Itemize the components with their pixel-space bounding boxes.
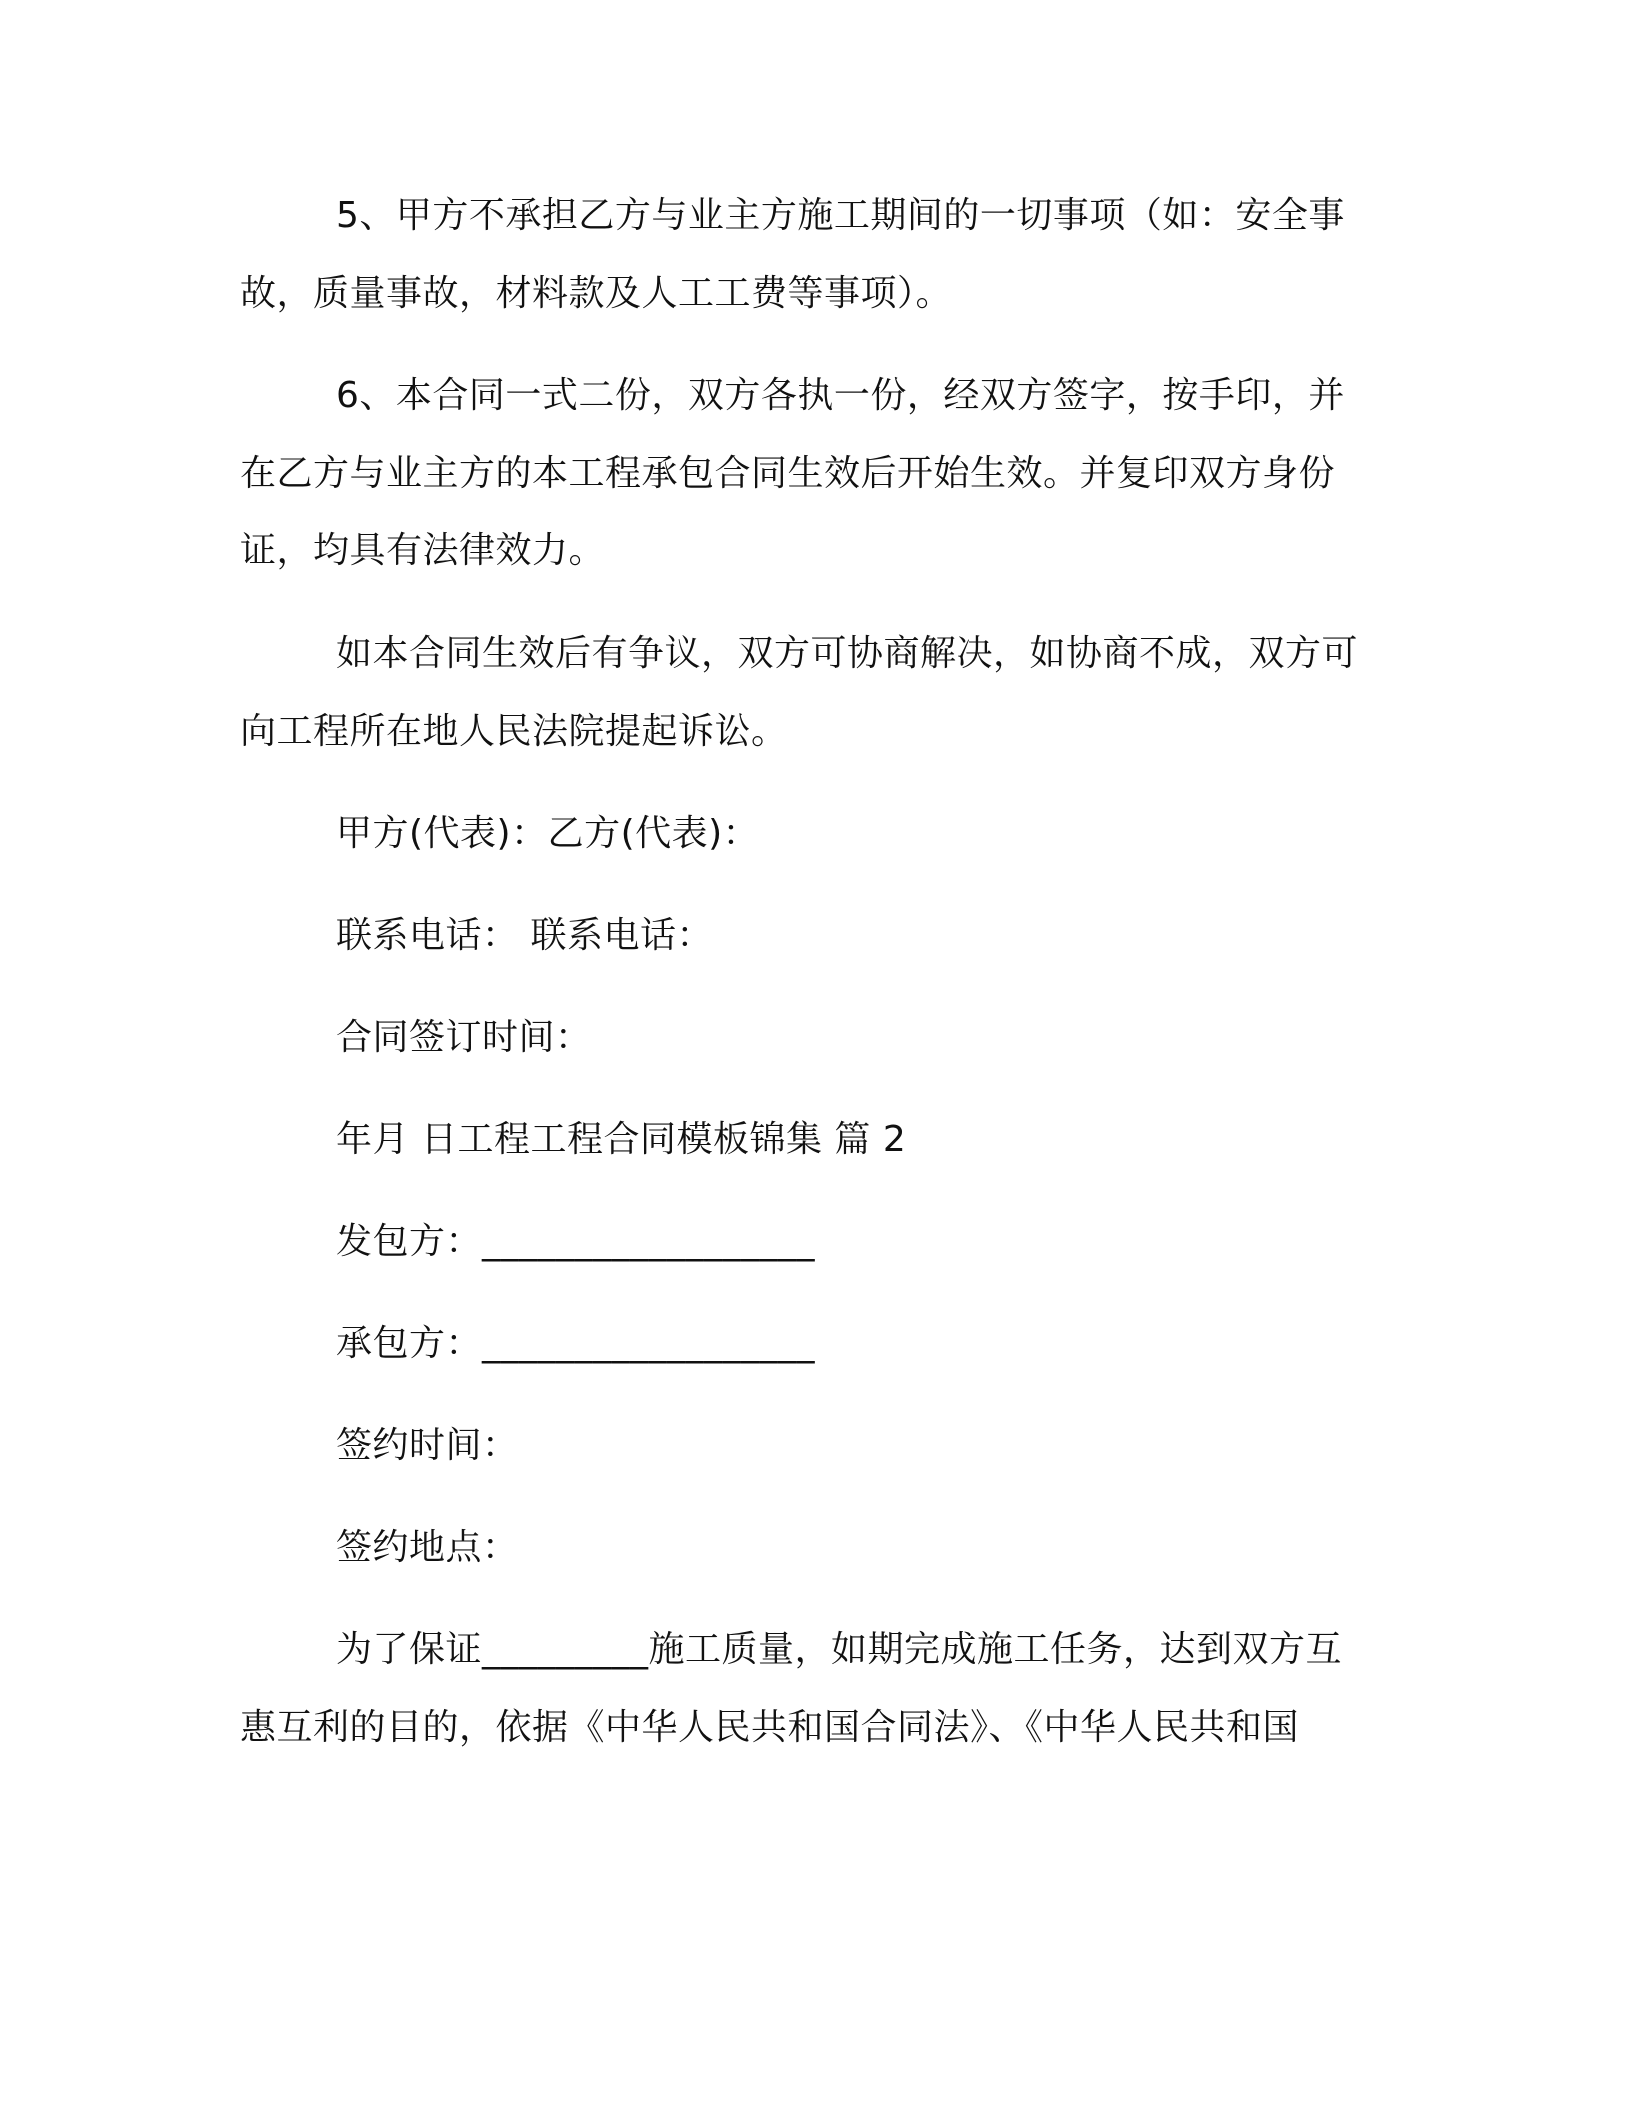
- paragraph-line: 向工程所在地人民法院提起诉讼。: [240, 711, 788, 752]
- contractor-field-line: 承包方：__________________: [336, 1323, 816, 1364]
- section-heading: 年月 日工程工程合同模板锦集 篇 2: [336, 1119, 907, 1160]
- paragraph-line: 为了保证_________施工质量，如期完成施工任务，达到双方互: [336, 1629, 1343, 1670]
- paragraph-line: 惠互利的目的，依据《中华人民共和国合同法》、《中华人民共和国: [240, 1707, 1300, 1748]
- contact-phone-line: 联系电话： 联系电话：: [336, 915, 713, 956]
- signature-party-line: 甲方(代表)：乙方(代表)：: [336, 813, 760, 854]
- paragraph-line: 证，均具有法律效力。: [240, 530, 606, 571]
- employer-field-line: 发包方：__________________: [336, 1221, 816, 1262]
- paragraph-line: 5、甲方不承担乙方与业主方施工期间的一切事项（如：安全事: [336, 195, 1345, 236]
- paragraph-line: 如本合同生效后有争议，双方可协商解决，如协商不成，双方可: [336, 633, 1359, 674]
- signing-date-line: 合同签订时间：: [336, 1017, 592, 1058]
- paragraph-line: 故，质量事故，材料款及人工工费等事项）。: [240, 273, 953, 314]
- signing-time-line: 签约时间：: [336, 1425, 519, 1466]
- paragraph-line: 6、本合同一式二份，双方各执一份，经双方签字，按手印，并: [336, 375, 1345, 416]
- signing-place-line: 签约地点：: [336, 1527, 519, 1568]
- paragraph-line: 在乙方与业主方的本工程承包合同生效后开始生效。并复印双方身份: [240, 453, 1336, 494]
